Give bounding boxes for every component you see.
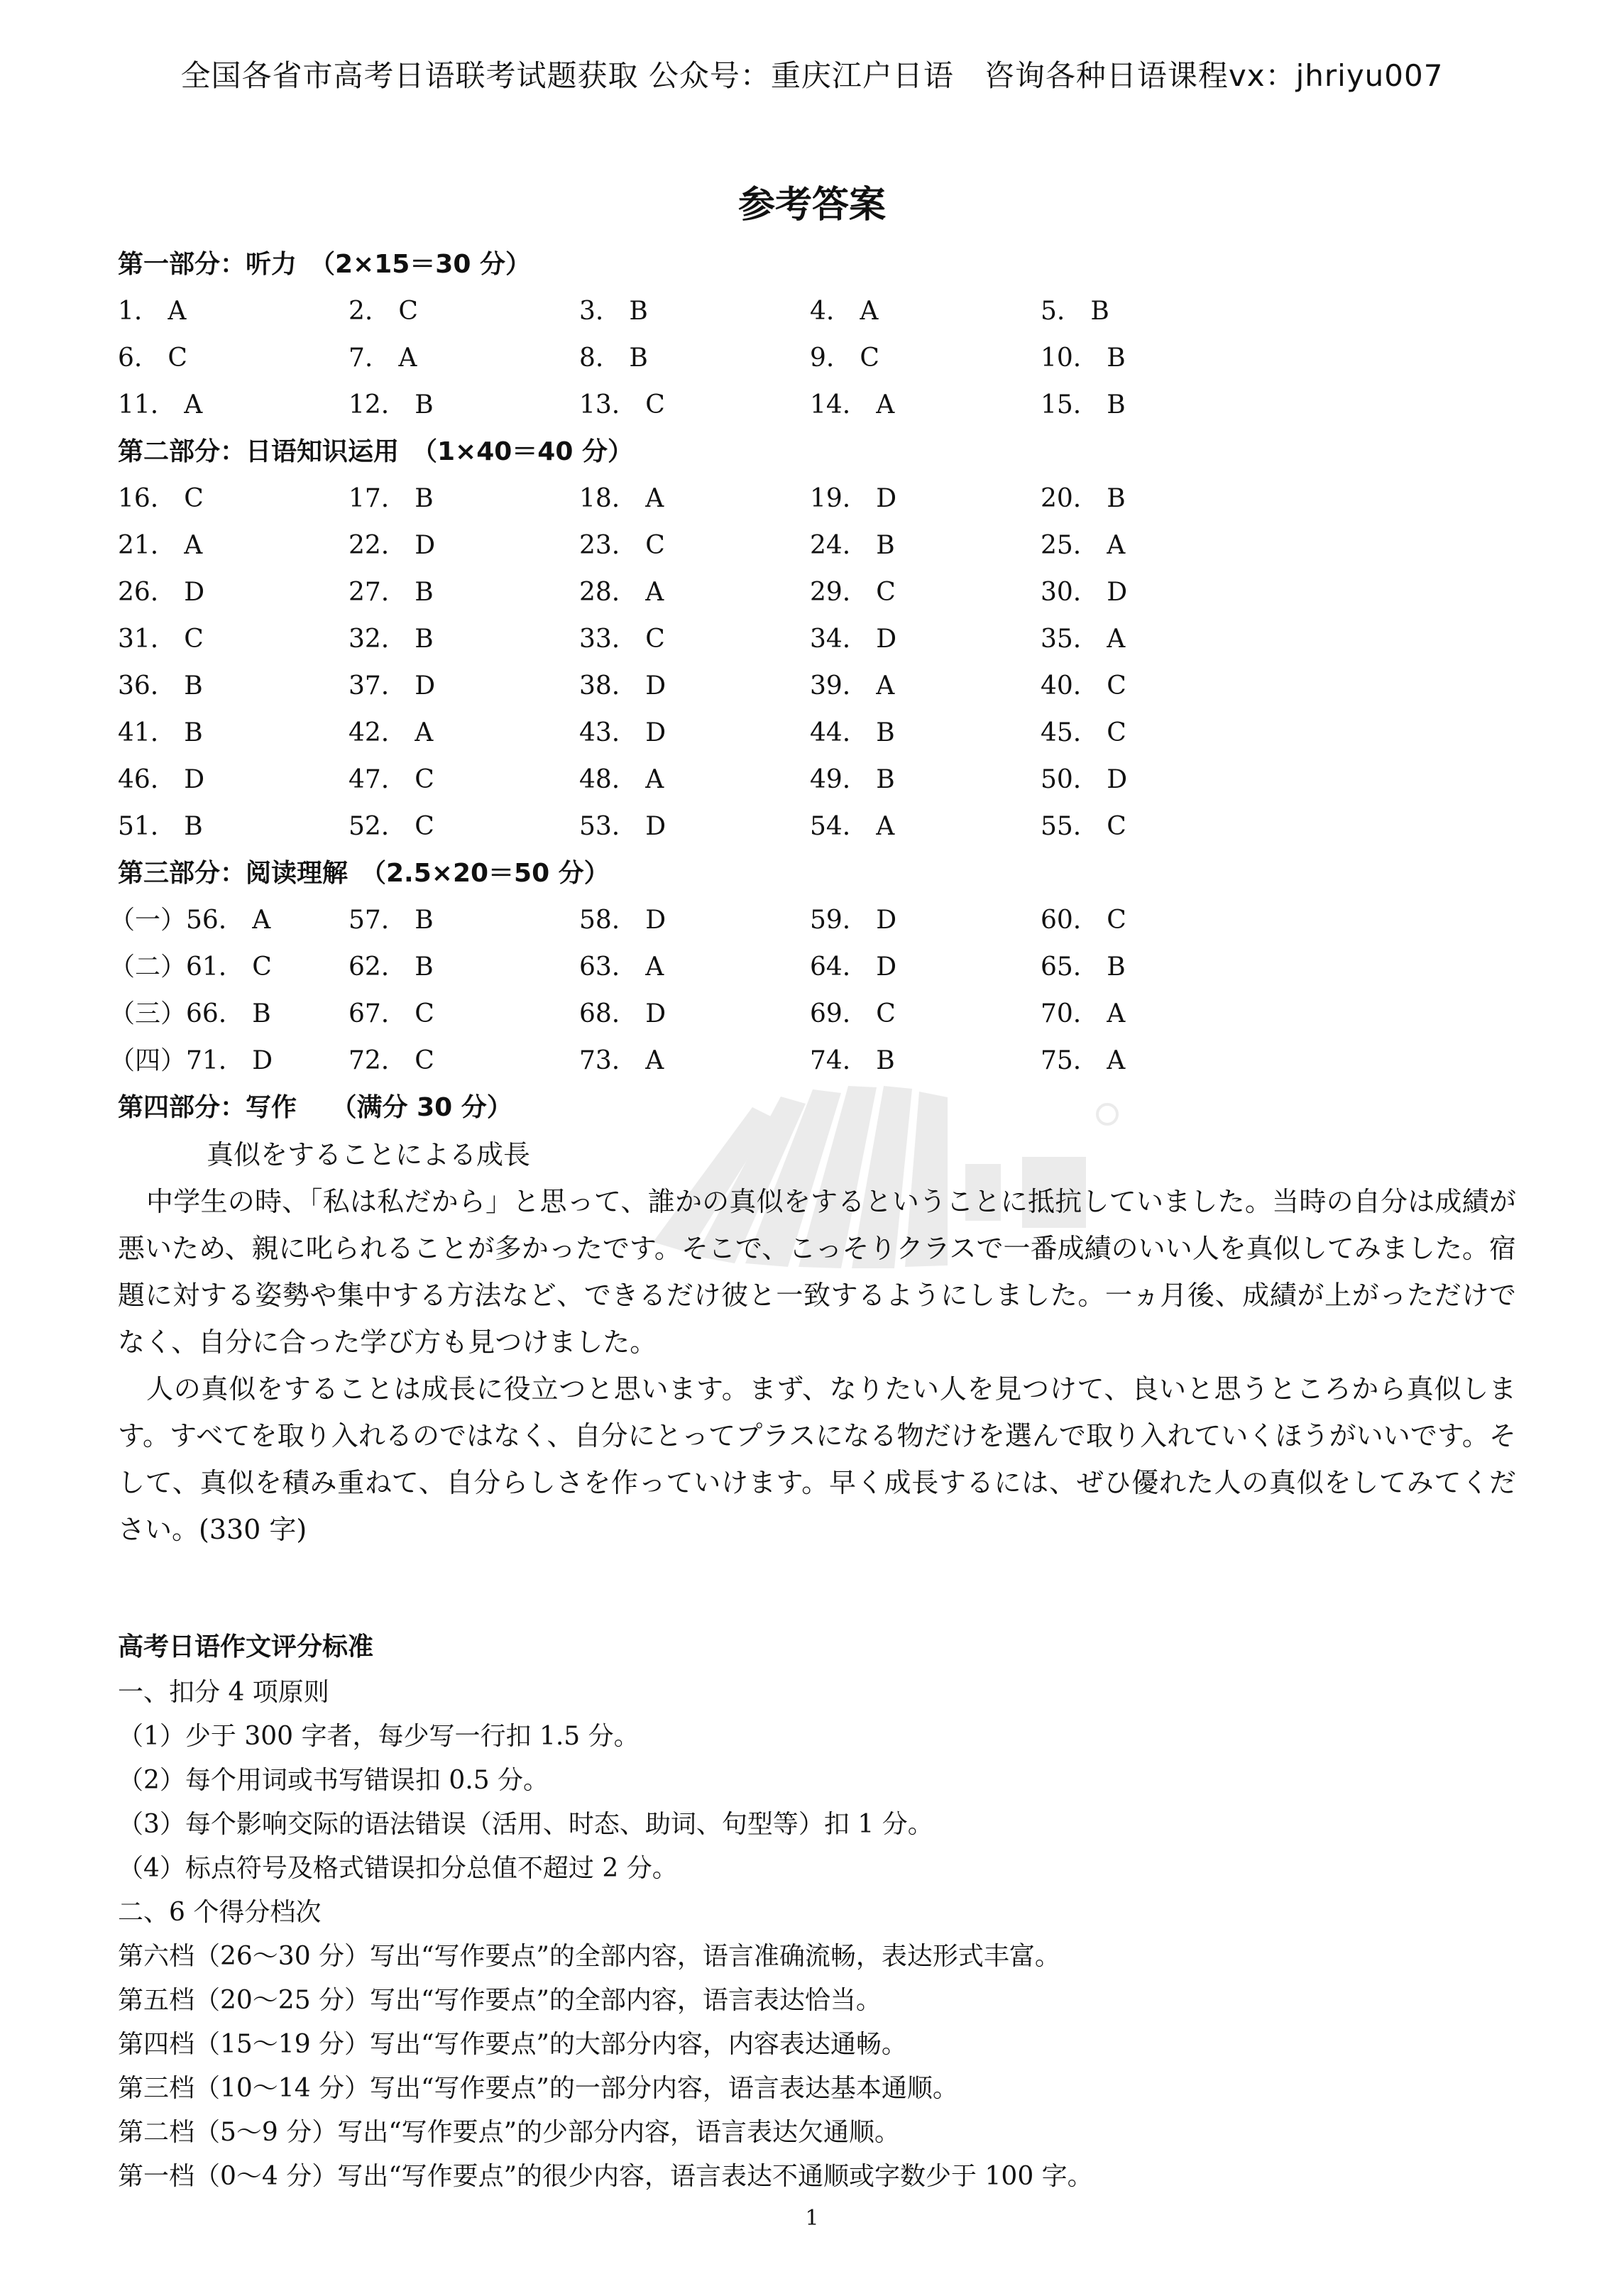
answer-item: 39. A (810, 671, 895, 701)
essay-paragraph: 中学生の時、「私は私だから」と思って、誰かの真似をするということに抵抗していました。当時の自分は成績が悪いため、親に叱られることが多かったです。そこで、こっそりクラスで一番成績のいい人を真似してみました。宿題に対する姿勢や集中する方法など、できるだけ彼と一致するようにしました。一ヵ月後、成績が上がっただけでなく、自分に合った学び方も見つけました。 (118, 1186, 1516, 1358)
answer-item: 10. B (1041, 344, 1126, 373)
answer-item: 35. A (1041, 625, 1126, 654)
answer-item: 37. D (349, 671, 436, 701)
rubric-line: （3）每个影响交际的语法错误（活用、时态、助词、句型等）扣 1 分。 (118, 1810, 933, 1839)
answer-item: 20. B (1041, 484, 1126, 513)
answer-item: 48. A (579, 765, 664, 794)
answer-item: 12. B (349, 390, 434, 419)
answer-item: 25. A (1041, 531, 1126, 560)
answer-item: 68. D (579, 999, 666, 1028)
answer-row (118, 569, 1516, 616)
answer-row (118, 710, 1516, 757)
answer-item: 7. A (349, 344, 417, 373)
answer-item: 47. C (349, 765, 434, 794)
answer-item: 52. C (349, 812, 434, 841)
answer-row (109, 1038, 1516, 1084)
page-number: 1 (805, 2206, 819, 2231)
answer-item: 15. B (1041, 390, 1126, 419)
answer-row (118, 616, 1516, 663)
answer-item: 30. D (1041, 578, 1128, 607)
answer-item: 2. C (349, 297, 418, 326)
answer-content (109, 241, 1516, 2199)
answer-item: 51. B (118, 812, 203, 841)
answer-item: 72. C (349, 1046, 434, 1075)
answer-item: 9. C (810, 344, 879, 373)
answer-item: 13. C (579, 390, 665, 419)
answer-row (118, 757, 1516, 803)
answer-item: 62. B (349, 952, 434, 982)
answer-row (118, 382, 1516, 429)
rubric-line: 一、扣分 4 项原则 (118, 1678, 329, 1707)
answer-item: 36. B (118, 671, 203, 701)
answer-item: 42. A (349, 718, 434, 747)
rubric-line: 第一档（0～4 分）写出“写作要点”的很少内容，语言表达不通顺或字数少于 100 字。 (118, 2162, 1093, 2191)
essay-paragraph: 人の真似をすることは成長に役立つと思います。まず、なりたい人を見つけて、良いと思うところから真似します。すべてを取り入れるのではなく、自分にとってプラスになる物だけを選んで取り入れていくほうがいいです。そして、真似を積み重ねて、自分らしさを作っていけます。早く成長するには、ぜひ優れた人の真似をしてみてください。(330 字) (118, 1373, 1516, 1545)
section-heading-listening: 第一部分：听力 （2×15＝30 分） (118, 250, 531, 279)
answer-item: 55. C (1041, 812, 1126, 841)
answer-item: 5. B (1041, 297, 1109, 326)
rubric-line: 第三档（10～14 分）写出“写作要点”的一部分内容，语言表达基本通顺。 (118, 2074, 958, 2103)
answer-item: 45. C (1041, 718, 1126, 747)
answer-item: 19. D (810, 484, 897, 513)
answer-item: 74. B (810, 1046, 895, 1075)
answer-item: 18. A (579, 484, 664, 513)
page-header: 全国各省市高考日语联考试题获取 公众号：重庆江户日语 咨询各种日语课程vx：jhriyu007 (180, 58, 1444, 93)
answer-item: 64. D (810, 952, 897, 982)
answer-item: 70. A (1041, 999, 1126, 1028)
answer-item: 31. C (118, 625, 204, 654)
answer-item: 8. B (579, 344, 648, 373)
answer-item: 53. D (579, 812, 666, 841)
answer-item: 16. C (118, 484, 204, 513)
answer-item: 27. B (349, 578, 434, 607)
answer-item: 3. B (579, 297, 648, 326)
rubric-line: 二、6 个得分档次 (118, 1898, 322, 1927)
answer-item: 38. D (579, 671, 666, 701)
answer-item: 21. A (118, 531, 203, 560)
answer-item: （三）66. B (109, 999, 271, 1028)
answer-item: 4. A (810, 297, 879, 326)
answer-item: 40. C (1041, 671, 1126, 701)
answer-item: 50. D (1041, 765, 1128, 794)
answer-item: 29. C (810, 578, 896, 607)
answer-item: 57. B (349, 906, 434, 935)
answer-item: 44. B (810, 718, 895, 747)
answer-row (118, 803, 1516, 850)
answer-row (109, 944, 1516, 991)
answer-item: 17. B (349, 484, 434, 513)
answer-item: （一）56. A (109, 906, 271, 935)
rubric-line: 第六档（26～30 分）写出“写作要点”的全部内容，语言准确流畅，表达形式丰富。 (118, 1942, 1060, 1971)
essay-title: 真似をすることによる成長 (207, 1139, 531, 1170)
rubric-line: （4）标点符号及格式错误扣分总值不超过 2 分。 (118, 1854, 678, 1883)
answer-item: 65. B (1041, 952, 1126, 982)
document-title: 参考答案 (737, 184, 886, 226)
section-heading-reading: 第三部分：阅读理解 （2.5×20＝50 分） (118, 859, 610, 888)
answer-row (118, 288, 1516, 335)
answer-item: 26. D (118, 578, 205, 607)
answer-row (118, 335, 1516, 382)
answer-row (109, 897, 1516, 944)
answer-item: 23. C (579, 531, 665, 560)
answer-item: 73. A (579, 1046, 664, 1075)
answer-item: 46. D (118, 765, 205, 794)
rubric-line: 第五档（20～25 分）写出“写作要点”的全部内容，语言表达恰当。 (118, 1986, 882, 2015)
answer-row (118, 476, 1516, 522)
section-heading-writing: 第四部分：写作 （满分 30 分） (118, 1093, 512, 1122)
answer-item: （四）71. D (109, 1046, 273, 1075)
rubric-line: 第二档（5～9 分）写出“写作要点”的少部分内容，语言表达欠通顺。 (118, 2118, 901, 2147)
answer-item: 43. D (579, 718, 666, 747)
answer-item: 60. C (1041, 906, 1126, 935)
answer-item: 6. C (118, 344, 187, 373)
rubric-line: （1）少于 300 字者，每少写一行扣 1.5 分。 (118, 1722, 640, 1751)
answer-item: 69. C (810, 999, 896, 1028)
section-heading-language-use: 第二部分：日语知识运用 （1×40＝40 分） (118, 437, 633, 466)
answer-item: （二）61. C (109, 952, 272, 982)
answer-row (118, 663, 1516, 710)
answer-item: 54. A (810, 812, 895, 841)
rubric-line: （2）每个用词或书写错误扣 0.5 分。 (118, 1766, 549, 1795)
answer-item: 14. A (810, 390, 895, 419)
answer-item: 34. D (810, 625, 897, 654)
answer-item: 58. D (579, 906, 666, 935)
rubric-line: 第四档（15～19 分）写出“写作要点”的大部分内容，内容表达通畅。 (118, 2030, 907, 2059)
answer-item: 11. A (118, 390, 203, 419)
answer-row (118, 522, 1516, 569)
answer-item: 49. B (810, 765, 895, 794)
answer-item: 75. A (1041, 1046, 1126, 1075)
answer-item: 67. C (349, 999, 434, 1028)
answer-row (109, 991, 1516, 1038)
answer-item: 28. A (579, 578, 664, 607)
answer-item: 33. C (579, 625, 665, 654)
answer-item: 24. B (810, 531, 895, 560)
answer-item: 63. A (579, 952, 664, 982)
rubric-heading: 高考日语作文评分标准 (118, 1632, 374, 1661)
answer-item: 41. B (118, 718, 203, 747)
answer-item: 59. D (810, 906, 897, 935)
answer-item: 32. B (349, 625, 434, 654)
answer-item: 1. A (118, 297, 187, 326)
answer-item: 22. D (349, 531, 436, 560)
